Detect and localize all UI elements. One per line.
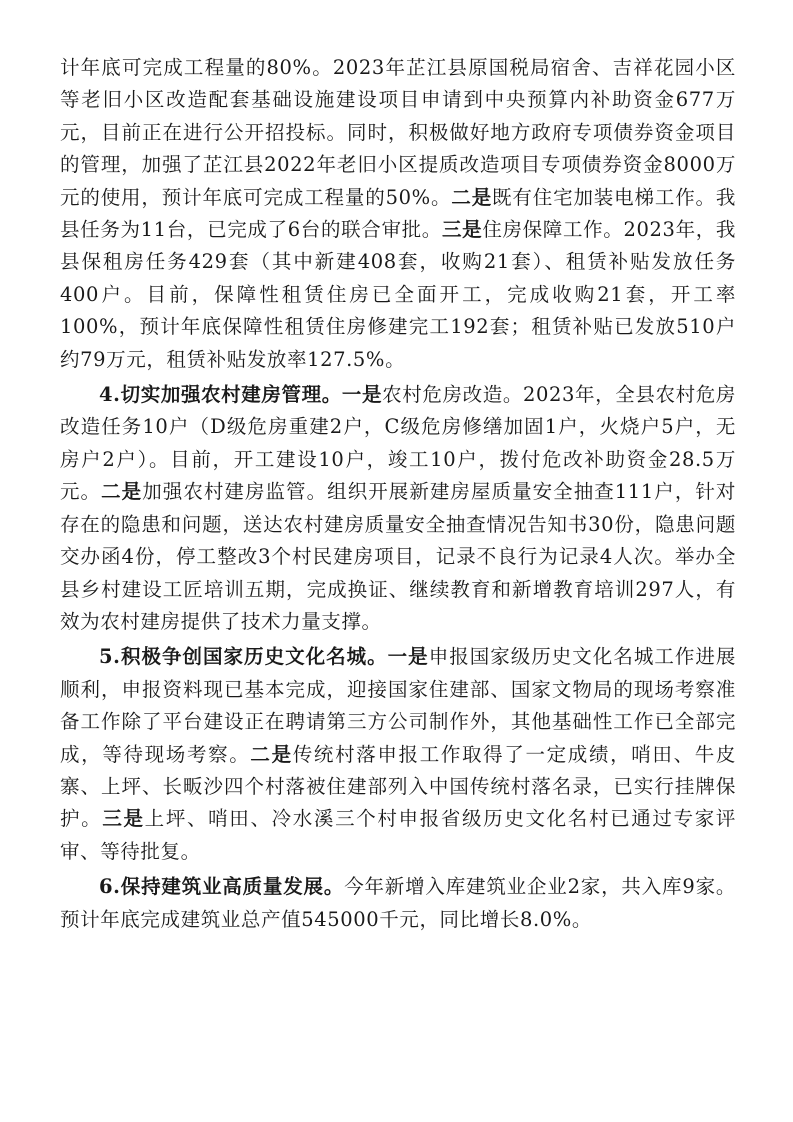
text-run: 上坪、哨田、冷水溪三个村申报省级历史文化名村已通过专家评审、等待批复。	[60, 807, 737, 863]
section-heading: 4.切实加强农村建房管理。一是	[99, 383, 383, 407]
text-run: 农村危房改造。2023年，全县农村危房改造任务10户（D级危房重建2户，C级危房修缮加固1户，火烧户5户，无房户2户）。目前，开工建设10户，竣工10户，拨付危改补助资金28.5万元。	[60, 383, 736, 504]
document-page	[60, 52, 736, 939]
text-run: 住房保障工作。2023年，我县保租房任务429套（其中新建408套，收购21套）、租赁补贴发放任务400户。目前，保障性租赁住房已全面开工，完成收购21套，开工率100%，预计年底保障性租赁住房修建完工192套；租赁补贴已发放510户约79万元，租赁补贴发放率127.5%。	[60, 218, 736, 371]
bold-run: 二是	[250, 742, 293, 766]
section-heading: 6.保持建筑业高质量发展。	[99, 875, 345, 899]
text-run: 申报国家级历史文化名城工作进展顺利，申报资料现已基本完成，迎接国家住建部、国家文物局的现场考察准备工作除了平台建设正在聘请第三方公司制作外，其他基础性工作已全部完成，等待现场考察。	[60, 645, 736, 766]
paragraph-historic-city	[60, 641, 736, 868]
paragraph-construction-industry	[60, 871, 736, 936]
bold-run: 二是	[451, 185, 493, 209]
text-run: 计年底可完成工程量的80%。2023年芷江县原国税局宿舍、吉祥花园小区等老旧小区改造配套基础设施建设项目申请到中央预算内补助资金677万元，目前正在进行公开招投标。同时，积极做好地方政府专项债券资金项目的管理，加强了芷江县2022年老旧小区提质改造项目专项债券资金8000万元的使用，预计年底可完成工程量的50%。	[60, 56, 736, 209]
text-run: 既有住宅加装电梯工作。我县任务为11台，已完成了6台的联合审批。	[60, 185, 736, 242]
bold-run: 二是	[101, 480, 143, 504]
text-run: 今年新增入库建筑业企业2家，共入库9家。预计年底完成建筑业总产值545000千元，同比增长8.0%。	[60, 875, 736, 931]
text-run: 传统村落申报工作取得了一定成绩，哨田、牛皮寨、上坪、长畈沙四个村落被住建部列入中国传统村落名录，已实行挂牌保护。	[60, 742, 736, 831]
text-run: 加强农村建房监管。组织开展新建房屋质量安全抽查111户，针对存在的隐患和问题，送达农村建房质量安全抽查情况告知书30份，隐患问题交办函4份，停工整改3个村民建房项目，记录不良行为记录4人次。举办全县乡村建设工匠培训五期，完成换证、继续教育和新增教育培训297人，有效为农村建房提供了技术力量支撑。	[60, 480, 737, 633]
section-heading: 5.积极争创国家历史文化名城。一是	[99, 645, 429, 669]
bold-run: 三是	[102, 807, 145, 831]
paragraph-housing-renovation	[60, 52, 736, 376]
bold-run: 三是	[441, 218, 483, 242]
paragraph-rural-housing	[60, 379, 736, 638]
